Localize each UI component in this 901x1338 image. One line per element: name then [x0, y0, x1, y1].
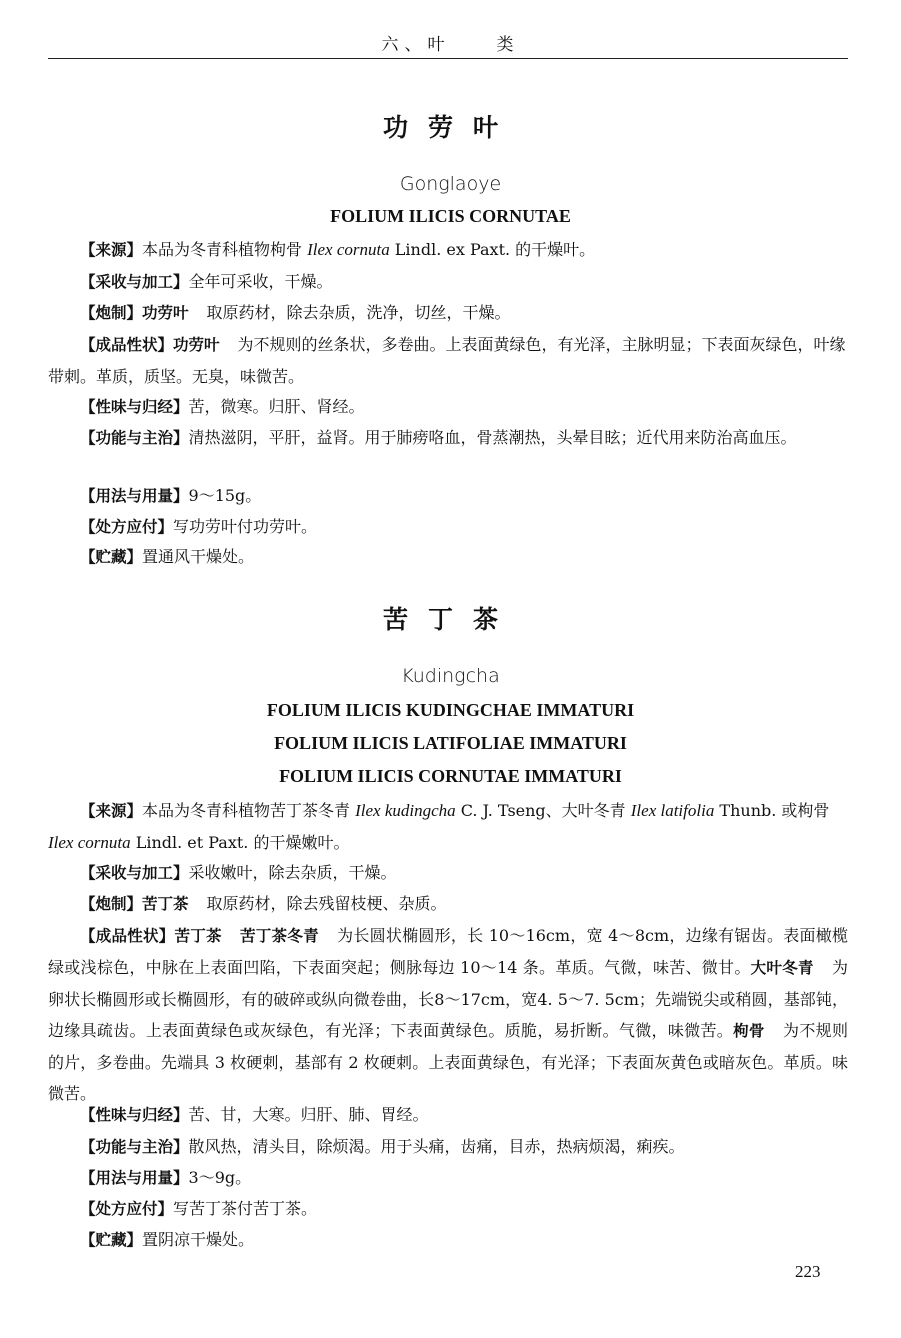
section-label: 【性味与归经】 — [80, 398, 189, 416]
source-paragraph: 【来源】本品为冬青科植物苦丁茶冬青 Ilex kudingcha C. J. Tseng、大叶冬青 Ilex latifolia Thunb. 或枸骨 Ilex cornuta Lindl. et Paxt. 的干燥嫩叶。 — [48, 801, 830, 852]
entry-pinyin: Gonglaoye — [399, 173, 502, 195]
prescription-paragraph: 【处方应付】写苦丁茶付苦丁茶。 — [80, 1199, 318, 1218]
character-paragraph: 【成品性状】功劳叶 为不规则的丝条状，多卷曲。上表面黄绿色，有光泽，主脉明显；下表面灰绿色，叶缘带刺。革质，质坚。无臭，味微苦。 — [48, 335, 846, 386]
entry-latin-name: FOLIUM ILICIS KUDINGCHAE IMMATURI — [266, 700, 635, 720]
storage-paragraph: 【贮藏】置通风干燥处。 — [80, 547, 255, 566]
section-label: 【贮藏】 — [80, 548, 143, 566]
page-number: 223 — [795, 1262, 821, 1281]
function-paragraph: 【功能与主治】散风热，清头目，除烦渴。用于头痛，齿痛，目赤，热病烦渴，痢疾。 — [80, 1137, 685, 1156]
section-label: 【用法与用量】 — [80, 1169, 189, 1187]
drug-term: 苦丁茶 — [142, 895, 189, 913]
dosage-paragraph: 【用法与用量】9～15g。 — [80, 486, 262, 505]
section-label: 【成品性状】 — [80, 336, 174, 354]
harvest-paragraph: 【采收与加工】全年可采收，干燥。 — [80, 272, 333, 291]
section-label: 【功能与主治】 — [80, 1138, 189, 1156]
section-label: 【采收与加工】 — [80, 864, 189, 882]
section-label: 【炮制】 — [80, 895, 143, 913]
species-term: 苦丁茶冬青 — [239, 927, 319, 945]
header-rule — [48, 58, 848, 59]
section-label: 【处方应付】 — [80, 1200, 174, 1218]
entry-pinyin: Kudingcha — [401, 665, 500, 687]
harvest-paragraph: 【采收与加工】采收嫩叶，除去杂质，干燥。 — [80, 863, 397, 882]
storage-paragraph: 【贮藏】置阴凉干燥处。 — [80, 1230, 255, 1249]
running-head: 六、叶 类 — [381, 35, 520, 55]
entry-latin-name: FOLIUM ILICIS CORNUTAE — [330, 206, 571, 226]
entry-title: 苦丁茶 — [382, 605, 518, 634]
drug-term: 功劳叶 — [173, 336, 220, 354]
function-paragraph: 【功能与主治】清热滋阴，平肝，益肾。用于肺痨咯血，骨蒸潮热，头晕目眩；近代用来防治高血压。 — [80, 428, 797, 447]
section-label: 【炮制】 — [80, 304, 143, 322]
character-paragraph: 【成品性状】苦丁茶 苦丁茶冬青 为长圆状椭圆形，长 10～16cm，宽 4～8cm，边缘有锯齿。表面橄榄绿或浅棕色，中脉在上表面凹陷，下表面突起；侧脉每边 10～14 条。革质。气微，味苦、微甘。大叶冬青 为卵状长椭圆形或长椭圆形，有的破碎或纵向微卷曲，长8～17cm，宽4. 5～7. 5cm；先端锐尖或稍圆，基部钝，边缘具疏齿。上表面黄绿色或灰绿色，有光泽；下表面黄绿色。质脆，易折断。气微，味微苦。枸骨 为不规则的片，多卷曲。先端具 3 枚硬刺，基部有 2 枚硬刺。上表面黄绿色，有光泽；下表面灰黄色或暗灰色。革质。味微苦。 — [48, 926, 848, 1103]
section-label: 【采收与加工】 — [80, 273, 189, 291]
species-name: Ilex kudingcha — [355, 801, 456, 820]
entry-latin-name: FOLIUM ILICIS CORNUTAE IMMATURI — [279, 766, 622, 786]
section-label: 【成品性状】 — [80, 927, 175, 945]
species-name: Ilex cornuta — [48, 833, 131, 852]
species-term: 枸骨 — [733, 1022, 765, 1040]
section-label: 【来源】 — [80, 802, 143, 820]
entry-latin-name: FOLIUM ILICIS LATIFOLIAE IMMATURI — [274, 733, 627, 753]
section-label: 【用法与用量】 — [80, 487, 189, 505]
entry-title: 功劳叶 — [382, 113, 518, 142]
section-label: 【来源】 — [80, 241, 143, 259]
section-label: 【功能与主治】 — [80, 429, 189, 447]
species-name: Ilex latifolia — [630, 801, 715, 820]
nature-paragraph: 【性味与归经】苦、甘，大寒。归肝、肺、胃经。 — [80, 1105, 429, 1124]
nature-paragraph: 【性味与归经】苦，微寒。归肝、肾经。 — [80, 397, 365, 416]
processing-paragraph: 【炮制】苦丁茶 取原药材，除去残留枝梗、杂质。 — [80, 894, 447, 913]
section-label: 【性味与归经】 — [80, 1106, 189, 1124]
section-label: 【处方应付】 — [80, 518, 174, 536]
species-term: 大叶冬青 — [750, 959, 814, 977]
source-paragraph: 【来源】本品为冬青科植物枸骨 Ilex cornuta Lindl. ex Paxt. 的干燥叶。 — [80, 240, 596, 259]
drug-term: 功劳叶 — [142, 304, 189, 322]
prescription-paragraph: 【处方应付】写功劳叶付功劳叶。 — [80, 517, 318, 536]
section-label: 【贮藏】 — [80, 1231, 143, 1249]
dosage-paragraph: 【用法与用量】3～9g。 — [80, 1168, 252, 1187]
species-name: Ilex cornuta — [307, 240, 390, 259]
drug-term: 苦丁茶 — [174, 927, 222, 945]
processing-paragraph: 【炮制】功劳叶 取原药材，除去杂质，洗净，切丝，干燥。 — [80, 303, 511, 322]
